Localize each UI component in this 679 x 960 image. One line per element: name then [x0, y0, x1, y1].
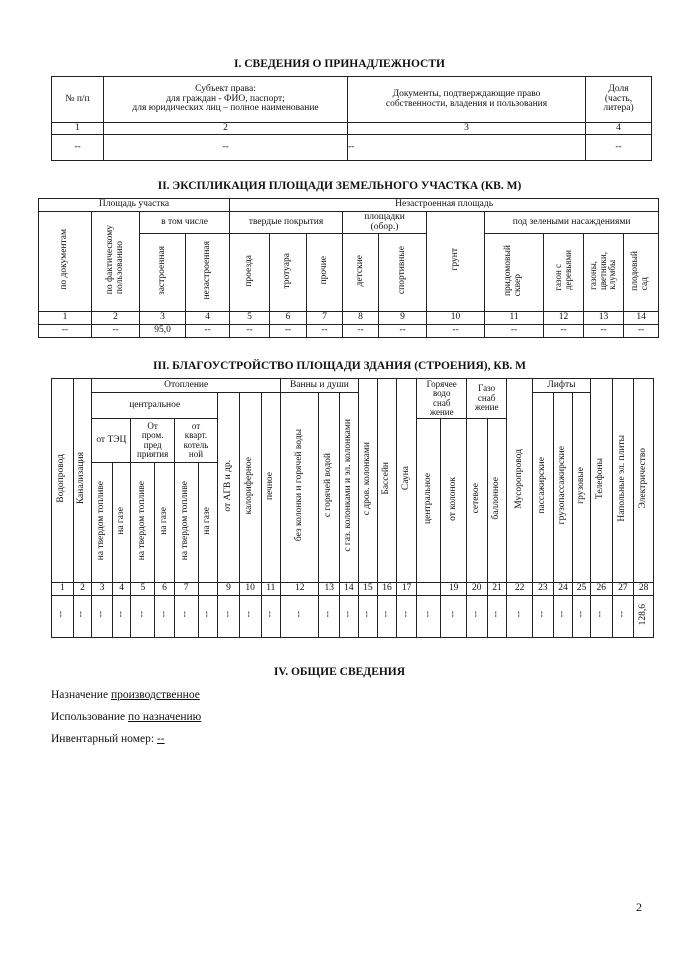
col-number: 15	[358, 583, 378, 596]
table-cell: --	[485, 325, 544, 338]
col-number	[198, 583, 218, 596]
table-cell	[73, 596, 92, 638]
group-lifts: Лифты	[533, 379, 591, 393]
table-cell	[634, 596, 654, 638]
col-number: 1	[39, 312, 92, 325]
col-number: 10	[427, 312, 485, 325]
col-number: 11	[485, 312, 544, 325]
col-sewerage: Канализация	[73, 379, 92, 583]
col-number: 7	[307, 312, 343, 325]
purpose-line	[51, 689, 200, 701]
group-undeveloped: Незастроенная площадь	[230, 199, 659, 212]
col-unbuilt: незастроенная	[186, 234, 230, 312]
land-area-table	[38, 198, 659, 338]
col-electricity: Электричество	[634, 379, 654, 583]
col-sauna: Сауна	[396, 379, 417, 583]
col-cargo-passenger: грузопассажирские	[553, 393, 573, 583]
cell-value: --	[244, 611, 255, 618]
col-number: 5	[230, 312, 270, 325]
table-cell: --	[186, 325, 230, 338]
table-cell: --	[544, 325, 584, 338]
sub-from-tec: от ТЭЦ	[92, 419, 131, 463]
col-plant-solid: на твердом топливе	[131, 463, 155, 583]
table-cell	[174, 596, 198, 638]
col-number: 4	[186, 312, 230, 325]
cell-value: --	[557, 611, 567, 618]
section-2-title: II. ЭКСПЛИКАЦИЯ ПЛОЩАДИ ЗЕМЕЛЬНОГО УЧАСТКА (КВ. М)	[157, 180, 522, 192]
table-cell: 95,0	[140, 325, 186, 338]
col-children: детские	[343, 234, 379, 312]
section-1-title: I. СВЕДЕНИЯ О ПРИНАДЛЕЖНОСТИ	[234, 58, 445, 70]
col-block-gas: на газе	[198, 463, 218, 583]
col-by-actual-use: по фактическомупользованию	[92, 212, 140, 312]
col-phones: Телефоны	[590, 379, 612, 583]
col-number: 2	[92, 312, 140, 325]
sub-green: под зелеными насаждениями	[485, 212, 659, 234]
col-block-solid: на твердом топливе	[174, 463, 198, 583]
col-number: 19	[441, 583, 467, 596]
col-number: 22	[507, 583, 533, 596]
col-gas-cylinder: баллонное	[487, 419, 507, 583]
table-cell	[239, 596, 261, 638]
table-cell	[358, 596, 378, 638]
sub-hard-surfaces: твердые покрытия	[230, 212, 343, 234]
cell-value: --	[490, 611, 501, 618]
col-number: 25	[573, 583, 591, 596]
col-number: 12	[544, 312, 584, 325]
col-number: 5	[131, 583, 155, 596]
col-tec-solid: на твердом топливе	[92, 463, 113, 583]
table-cell	[131, 596, 155, 638]
inventory-line	[51, 733, 165, 745]
table-cell	[319, 596, 340, 638]
col-number: 2	[73, 583, 92, 596]
header-num: № п/п	[52, 77, 104, 123]
inventory-value: --	[156, 733, 165, 745]
col-wood-boilers: с дров. колонками	[358, 379, 378, 583]
col-number: 13	[584, 312, 624, 325]
table-cell	[281, 596, 319, 638]
col-number: 12	[281, 583, 319, 596]
col-plant-gas: на газе	[155, 463, 175, 583]
cell-value: --	[201, 611, 212, 618]
col-number: 28	[634, 583, 654, 596]
col-number: 4	[112, 583, 131, 596]
table-cell	[466, 596, 487, 638]
col-passenger: пассажирские	[533, 393, 554, 583]
col-sports: спортивные	[379, 234, 427, 312]
col-number: 3	[92, 583, 113, 596]
table-cell: --	[584, 325, 624, 338]
cell-value: --	[115, 611, 126, 618]
col-number: 20	[466, 583, 487, 596]
col-driveway: проезда	[230, 234, 270, 312]
table-cell	[155, 596, 175, 638]
col-number: 17	[396, 583, 417, 596]
col-number: 3	[140, 312, 186, 325]
cell-value: --	[136, 611, 147, 618]
cell-value: 128,6	[637, 603, 648, 626]
table-cell	[553, 596, 573, 638]
col-hot-central: центральное	[417, 419, 441, 583]
col-hot-from-boilers: от колонок	[441, 419, 467, 583]
table-cell: --	[343, 325, 379, 338]
cell-value: --	[222, 611, 233, 618]
group-gas-supply: Газо снаб жение	[466, 379, 506, 419]
cell-value: --	[400, 611, 411, 618]
col-floor-stoves: Напольные эл. плиты	[612, 379, 634, 583]
usage-value: по назначению	[128, 711, 202, 723]
col-pool: Бассейн	[378, 379, 397, 583]
table-cell	[612, 596, 634, 638]
table-cell: --	[379, 325, 427, 338]
table-cell	[487, 596, 507, 638]
table-cell: --	[39, 325, 92, 338]
table-cell	[417, 596, 441, 638]
col-number: 14	[340, 583, 359, 596]
sub-from-plant: От пром. пред приятия	[131, 419, 174, 463]
col-stove: печное	[261, 393, 281, 583]
col-number: 23	[533, 583, 554, 596]
table-cell	[573, 596, 591, 638]
usage-label: Использование	[51, 711, 126, 723]
purpose-value: производственное	[110, 689, 200, 701]
col-garbage-chute: Мусоропровод	[507, 379, 533, 583]
cell-value: --	[323, 611, 334, 618]
col-sidewalk: тротуара	[270, 234, 307, 312]
header-share: Доля (часть, литера)	[586, 77, 652, 123]
cell-value: --	[180, 611, 191, 618]
col-number: 7	[174, 583, 198, 596]
table-cell: --	[230, 325, 270, 338]
sub-sites: площадки (обор.)	[343, 212, 427, 234]
col-cargo: грузовые	[573, 393, 591, 583]
col-number: 8	[343, 312, 379, 325]
ownership-table	[51, 76, 652, 161]
purpose-label: Назначение	[51, 689, 109, 701]
col-number: 14	[624, 312, 659, 325]
col-number: 11	[261, 583, 281, 596]
group-heating: Отопление	[92, 379, 281, 393]
cell-value: --	[76, 611, 87, 618]
table-cell	[507, 596, 533, 638]
col-number: 10	[239, 583, 261, 596]
amenities-table	[51, 378, 654, 638]
table-cell: --	[270, 325, 307, 338]
table-cell: --	[104, 135, 348, 161]
cell-value: --	[361, 611, 372, 618]
col-orchard: плодовыйсад	[624, 234, 659, 312]
header-docs: Документы, подтверждающие право собственности, владения и пользования	[348, 77, 586, 123]
col-lawn-trees: газон сдеревьями	[544, 234, 584, 312]
table-cell	[198, 596, 218, 638]
col-number: 9	[379, 312, 427, 325]
col-gas-boilers: с газ. колонками и эл. колонками	[340, 393, 359, 583]
sub-from-block-boiler: от кварт. котель ной	[174, 419, 217, 463]
cell-value: --	[422, 611, 433, 618]
cell-value: --	[56, 611, 67, 618]
cell-value: --	[470, 611, 481, 618]
page-number: 2	[636, 900, 642, 914]
col-flowerbeds: газоны,цветники,клумбы	[584, 234, 624, 312]
col-number: 1	[52, 583, 74, 596]
cell-value: --	[575, 611, 586, 618]
table-cell	[396, 596, 417, 638]
inventory-label: Инвентарный номер:	[51, 733, 155, 745]
col-water-supply: Водопровод	[52, 379, 74, 583]
col-number: 6	[155, 583, 175, 596]
col-number: 16	[378, 583, 397, 596]
sub-including: в том числе	[140, 212, 230, 234]
col-number: 27	[612, 583, 634, 596]
col-agv: от АГВ и др.	[218, 393, 240, 583]
table-cell: --	[586, 135, 652, 161]
table-cell: --	[307, 325, 343, 338]
col-number: 4	[586, 123, 652, 135]
col-number: 13	[319, 583, 340, 596]
table-cell: --	[427, 325, 485, 338]
table-cell	[533, 596, 554, 638]
col-other: прочие	[307, 234, 343, 312]
cell-value: --	[264, 611, 275, 618]
table-cell	[92, 596, 113, 638]
col-gas-network: сетевое	[466, 419, 487, 583]
col-number: 2	[104, 123, 348, 135]
col-number: 26	[590, 583, 612, 596]
col-number: 24	[553, 583, 573, 596]
section-3-title: III. БЛАГОУСТРОЙСТВО ПЛОЩАДИ ЗДАНИЯ (СТРОЕНИЯ), КВ. М	[153, 360, 526, 372]
cell-value: --	[595, 611, 606, 618]
col-tec-gas: на газе	[112, 463, 131, 583]
header-subject: Субъект права: для граждан - ФИО, паспорт; для юридических лиц – полное наименование	[104, 77, 348, 123]
table-cell	[340, 596, 359, 638]
col-no-boiler: без колонки и горячей воды	[281, 393, 319, 583]
cell-value: --	[96, 611, 107, 618]
group-hot-water: Горячее водо снаб жение	[417, 379, 467, 419]
cell-value: --	[616, 611, 627, 618]
sub-central: центральное	[92, 393, 218, 419]
group-baths: Ванны и души	[281, 379, 358, 393]
group-area: Площадь участка	[39, 199, 230, 212]
cell-value: --	[342, 611, 353, 618]
col-built: застроенная	[140, 234, 186, 312]
table-cell: --	[92, 325, 140, 338]
table-cell: --	[348, 135, 586, 161]
table-cell: --	[52, 135, 104, 161]
col-yard-square: придомовыйсквер	[485, 234, 544, 312]
section-4-title: IV. ОБЩИЕ СВЕДЕНИЯ	[273, 666, 406, 678]
cell-value: --	[447, 611, 458, 618]
col-number	[417, 583, 441, 596]
cell-value: --	[381, 611, 392, 618]
col-number: 6	[270, 312, 307, 325]
table-cell: --	[624, 325, 659, 338]
cell-value: --	[513, 611, 524, 618]
usage-line	[51, 711, 201, 723]
table-cell	[441, 596, 467, 638]
table-cell	[590, 596, 612, 638]
table-cell	[261, 596, 281, 638]
col-number: 21	[487, 583, 507, 596]
col-ground: грунт	[427, 212, 485, 312]
col-calorifer: калориферное	[239, 393, 261, 583]
col-hot-water: с горячей водой	[319, 393, 340, 583]
col-number: 1	[52, 123, 104, 135]
col-by-documents: по документам	[39, 212, 92, 312]
table-cell	[112, 596, 131, 638]
col-number: 9	[218, 583, 240, 596]
table-cell	[52, 596, 74, 638]
table-cell	[378, 596, 397, 638]
cell-value: --	[536, 611, 547, 618]
cell-value: --	[293, 611, 304, 618]
col-number: 3	[348, 123, 586, 135]
cell-value: --	[158, 611, 169, 618]
table-cell	[218, 596, 240, 638]
